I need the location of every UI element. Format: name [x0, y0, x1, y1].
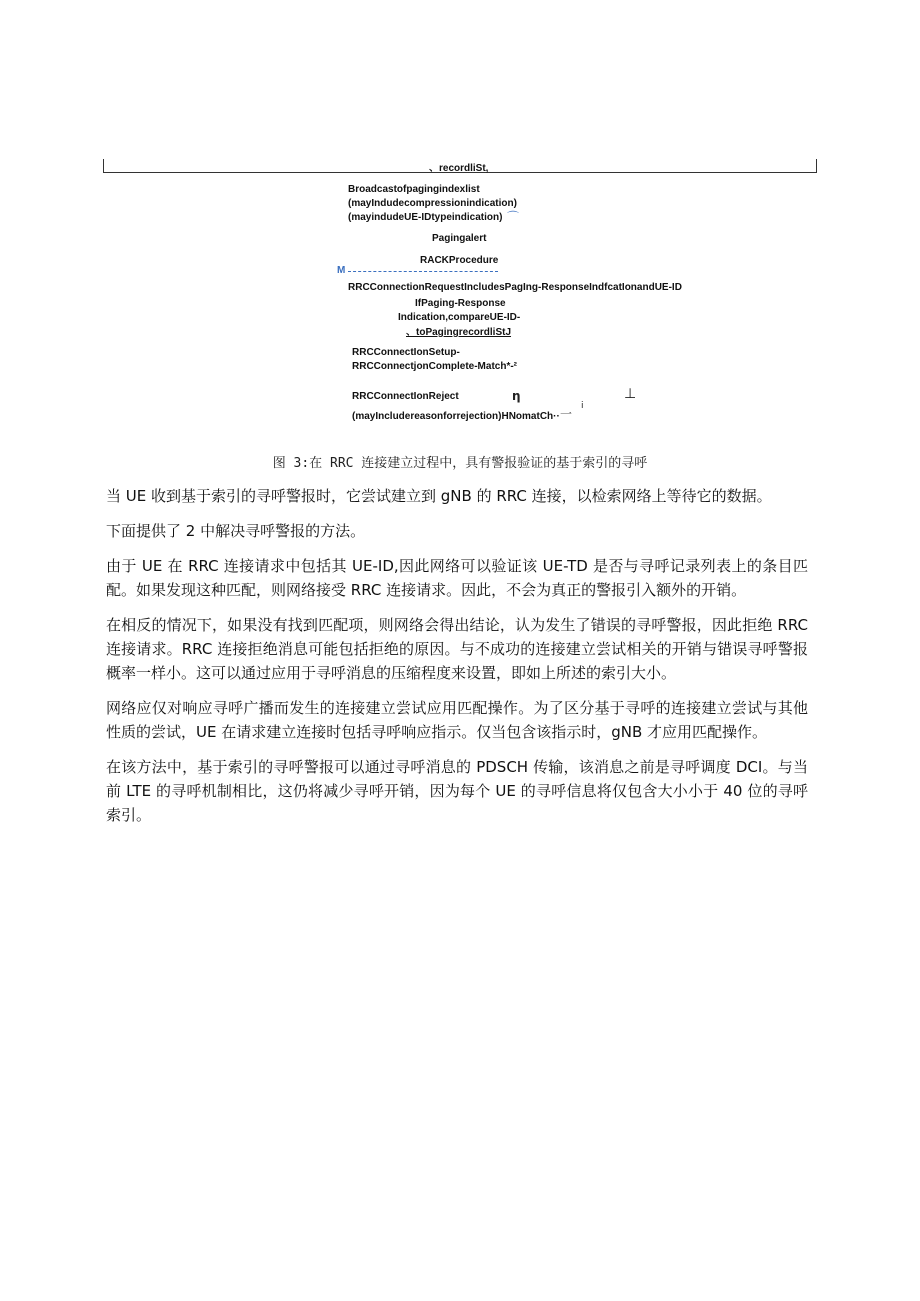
paragraph-4: 在相反的情况下，如果没有找到匹配项，则网络会得出结论，认为发生了错误的寻呼警报，因此拒绝 RRC 连接请求。RRC 连接拒绝消息可能包括拒绝的原因。与不成功的连接建立尝试相关的开销与错误寻呼警报概率一样小。这可以通过应用于寻呼消息的压缩程度来设置，即如上所述的索引大小。	[106, 616, 808, 682]
diagram-eta-mark: η	[512, 389, 521, 403]
diagram-text-if-paging-response: IfPaging-Response	[415, 298, 506, 309]
paragraph-2: 下面提供了 2 中解决寻呼警报的方法。	[106, 522, 366, 540]
paragraph-1: 当 UE 收到基于索引的寻呼警报时，它尝试建立到 gNB 的 RRC 连接，以检索网络上等待它的数据。	[106, 487, 772, 505]
diagram-text-compression: (mayIndudecompressionindication)	[348, 198, 517, 209]
paragraph-5: 网络应仅对响应寻呼广播而发生的连接建立尝试应用匹配操作。为了区分基于寻呼的连接建立尝试与其他性质的尝试，UE 在请求建立连接时包括寻呼响应指示。仅当包含该指示时，gNB 才应用匹配操作。	[106, 699, 808, 741]
paragraph-6: 在该方法中，基于索引的寻呼警报可以通过寻呼消息的 PDSCH 传输，该消息之前是寻呼调度 DCI。与当前 LTE 的寻呼机制相比，这仍将减少寻呼开销，因为每个 UE 的寻呼信息将仅包含大小小于 40 位的寻呼索引。	[106, 758, 808, 824]
diagram-text-rrc-request: RRCConnectionRequestIncludesPagIng-ResponseIndfcatIonandUE-ID	[348, 282, 682, 293]
body-text	[106, 484, 808, 838]
diagram-text-paging-alert: Pagingalert	[432, 233, 487, 244]
diagram-text-rrc-setup: RRCConnectIonSetup-	[352, 347, 460, 358]
arrow-mark-icon: ⌒	[507, 210, 520, 224]
diagram-text-record-list: 、recordliSt,	[429, 163, 489, 174]
diagram-text-reject-reason: (mayIncludereasonforrejection)HNomatCh··	[352, 411, 560, 422]
diagram-perp-mark: ⊥	[624, 386, 637, 402]
diagram-dash-tail: 一	[560, 407, 573, 421]
diagram-m-mark: M	[337, 265, 346, 276]
diagram-text-rrc-complete: RRCConnectjonComplete-Match*-²	[352, 361, 517, 372]
figure-caption: 图 3:在 RRC 连接建立过程中，具有警报验证的基于索引的寻呼	[272, 456, 648, 471]
diagram-text-rrc-reject: RRCConnectIonReject	[352, 391, 459, 402]
diagram-text-broadcast: Broadcastofpagingindexlist	[348, 184, 480, 195]
diagram-text-rack-procedure: RACKProcedure	[420, 255, 499, 266]
diagram-text-ue-id-type: (mayindudeUE-IDtypeindication)	[348, 212, 503, 223]
diagram-i-mark: i	[581, 401, 584, 411]
diagram-text-compare-ue-id: Indication,compareUE-ID-	[398, 312, 521, 323]
paragraph-3: 由于 UE 在 RRC 连接请求中包括其 UE-ID,因此网络可以验证该 UE-TD 是否与寻呼记录列表上的条目匹配。如果发现这种匹配，则网络接受 RRC 连接请求。因此，不会为真正的警报引入额外的开销。	[106, 557, 808, 599]
diagram-text-paging-record-list: 、toPagingrecordliStJ	[406, 327, 512, 338]
diagram-dashed-arrow	[348, 271, 498, 272]
